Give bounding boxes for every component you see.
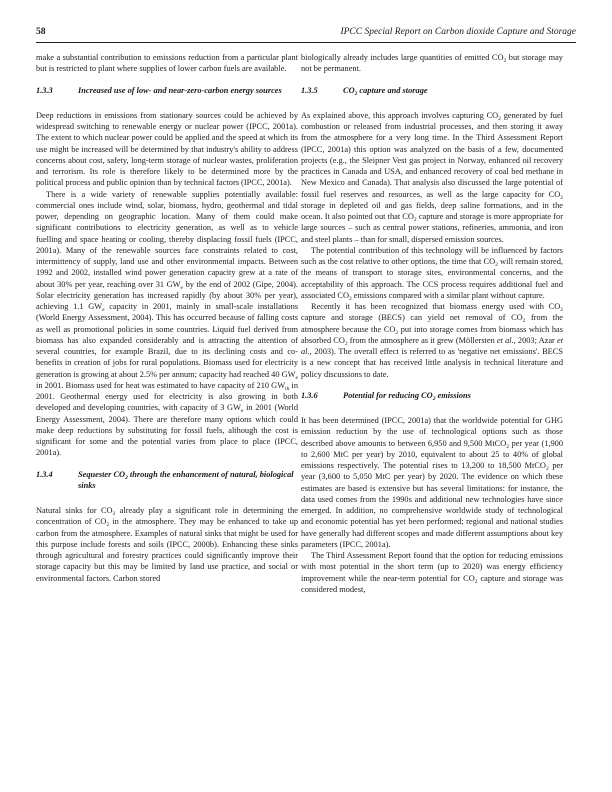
section-heading-1-3-3 <box>36 85 298 96</box>
paragraph-1-3-5-c: Recently it has been recognized that biomass energy used with $CO_2$ capture and storage (BECS) can yield net removal of $CO_2$ from the atmosphere because the $CO_2$ put into storage comes from biomass which has absorbed $CO_2$ from the atmosphere as it grew (Möllersten et al., 2003; Azar et al., 2003). The overall effect is referred to as 'negative net emissions'. BECS is a new concept that has received little analysis in technical literature and policy discussions to date. <box>301 302 564 379</box>
section-heading-1-3-5 <box>301 85 563 96</box>
right-column <box>301 52 563 595</box>
page-number: 58 <box>36 27 46 37</box>
section-number: 1.3.5 <box>301 85 318 95</box>
paragraph-1-3-6-b: The Third Assessment Report found that the option for reducing emissions with most potential in the short term (up to 2020) was energy efficiency improvement while the near-term potential for $CO_2$ capture and storage was considered modest, <box>301 551 563 594</box>
header-rule <box>36 42 576 43</box>
section-heading-1-3-4 <box>36 469 298 492</box>
section-heading-1-3-6 <box>301 390 563 401</box>
section-number: 1.3.3 <box>36 85 53 95</box>
paragraph-1-3-5-b: The potential contribution of this technology will be influenced by factors such as the cost relative to other options, the time that $CO_2$ will remain stored, the means of transport to storage sites, environmental concerns, and the acceptability of this approach. The CCS process requires additional fuel and associated $CO_2$ emissions compared with a similar plant without capture. <box>301 245 563 302</box>
paragraph-intro: make a substantial contribution to emissions reduction from a particular plant but is restricted to plant where supplies of lower carbon fuels are available. <box>36 53 298 74</box>
left-column <box>36 52 298 584</box>
running-title: IPCC Special Report on Carbon dioxide Capture and Storage <box>340 27 576 37</box>
section-title: Increased use of low- and near-zero-carbon energy sources <box>78 85 282 95</box>
section-title: $CO_2$ capture and storage <box>343 85 428 97</box>
paragraph-1-3-3-a: Deep reductions in emissions from stationary sources could be achieved by widespread switching to renewable energy or nuclear power (IPCC, 2001a). The extent to which nuclear power could be applied and the speed at which its use might be increased will be determined by that industry's ability to address concerns about cost, safety, long-term storage of nuclear wastes, proliferation and terrorism. Its role is therefore likely to be determined more by the political process and public opinion than by technical factors (IPCC, 2001a). <box>36 110 298 188</box>
paragraph-1-3-4: Natural sinks for $CO_2$ already play a significant role in determining the concentration of $CO_2$ in the atmosphere. They may be enhanced to take up carbon from the atmosphere. Examples of natural sinks that might be used for this purpose include forests and soils (IPCC, 2000b). Enhancing these sinks through agricultural and forestry practices could significantly improve their storage capacity but this may be limited by land use practice, and social or environmental factors. Carbon stored <box>36 506 298 583</box>
section-number: 1.3.4 <box>36 469 53 479</box>
section-number: 1.3.6 <box>301 390 318 400</box>
paragraph-1-3-6-a: It has been determined (IPCC, 2001a) that the worldwide potential for GHG emission reduction by the use of technological options such as those described above amounts to between 6,950 and 9,500 MtCO$_2$ per year (1,900 to 2,600 MtC per year) by 2010, equivalent to about 25 to 40% of global emissions respectively. The potential rises to 13,200 to 18,500 MtCO$_2$ per year (3,600 to 5,050 MtC per year) by 2020. The evidence on which these estimates are based is extensive but has several limitations: for instance, the data used comes from the 1990s and additional new technologies have since emerged. In addition, no comprehensive worldwide study of technological and economic potential has yet been performed; regional and national studies have generally had different scopes and made different assumptions about key parameters (IPCC, 2001a). <box>301 416 563 549</box>
section-title: Potential for reducing $CO_2$ emissions <box>343 390 471 402</box>
paragraph-1-3-3-b: There is a wide variety of renewable supplies potentially available: commercial ones include wind, solar, biomass, hydro, geothermal and tidal power, depending on geographic location. Many of them could make significant contributions to electricity generation, as well as to vehicle fuelling and space heating or cooling, thereby displacing fossil fuels (IPCC, 2001a). Many of the renewable sources face constraints related to cost, intermittency of supply, land use and other environmental impacts. Between 1992 and 2002, installed wind power generation capacity grew at a rate of about 30% per year, reaching over 31 $GW_e$ by the end of 2002 (Gipe, 2004). Solar electricity generation has increased rapidly (by about 30% per year), achieving 1.1 $GW_e$ capacity in 2001, mainly in small-scale installations (World Energy Assessment, 2004). This has occurred because of falling costs as well as promotional policies in some countries. Liquid fuel derived from biomass has also expanded considerably and is attracting the attention of several countries, for example Brazil, due to its declining costs and co-benefits in creation of jobs for rural populations. Biomass used for electricity generation is growing at about 2.5% per annum; capacity had reached 40 $GW_e$ in 2001. Biomass used for heat was estimated to have capacity of 210 $GW_{th}$ in 2001. Geothermal energy used for electricity is also growing in both developed and developing countries, with capacity of 3 $GW_e$ in 2001 (World Energy Assessment, 2004). There are therefore many options which could make deep reductions by substituting for fossil fuels, although the cost is significant for some and the potential varies from place to place (IPCC, 2001a). <box>36 189 299 458</box>
paragraph-1-3-5-a: As explained above, this approach involves capturing $CO_2$ generated by fuel combustion or released from industrial processes, and then storing it away from the atmosphere for a very long time. In the Third Assessment Report (IPCC, 2001a) this option was analyzed on the basis of a few, documented projects (e.g., the Sleipner Vest gas project in Norway, enhanced oil recovery practices in Canada and USA, and enhanced recovery of coal bed methane in New Mexico and Canada). That analysis also discussed the large potential of fossil fuel reserves and resources, as well as the large capacity for $CO_2$ storage in depleted oil and gas fields, deep saline formations, and in the ocean. It also pointed out that $CO_2$ capture and storage is more appropriate for large sources – such as central power stations, refineries, ammonia, and iron and steel plants – than for small, dispersed emission sources. <box>301 110 563 244</box>
paragraph-continued: biologically already includes large quantities of emitted $CO_2$ but storage may not be permanent. <box>301 53 563 74</box>
section-title: Sequester $CO_2$ through the enhancement of natural, biological sinks <box>78 469 294 490</box>
